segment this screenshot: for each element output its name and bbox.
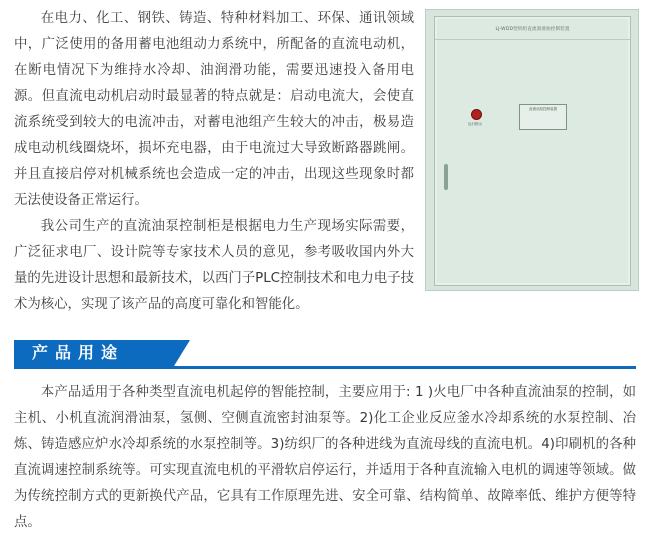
usage-text: 本产品适用于各种类型直流电机起停的智能控制，主要应用于: 1 )火电厂中各种直流油泵的控制，如主机、小机直流润滑油泵，氢侧、空侧直流密封油泵等。2)化工企业反应釜水冷却系统的水泵控制、冶炼、铸造感应炉水冷却系统的水泵控制等。3)纺织厂的各种进线为直流母线的直流电机。4)印刷机的各种直流调速控制系统等。可实现直流电机的平滑软启停运行，并适用于各种直流输入电机的调速等领域。做为传统控制方式的更新换代产品，它具有工作原理先进、安全可靠、结构简单、故障率低、维护方便等特点。	[14, 385, 636, 530]
intro-paragraph: 在电力、化工、钢铁、铸造、特种材料加工、环保、通讯领域中，广泛使用的备用蓄电池组动力系统中，所配备的直流电动机，在断电情况下为维持水冷却、油润滑功能，需要迅速投入备用电源。但直流电动机启动时最显著的特点就是：启动电流大，会使直流系统受到较大的电流冲击，对蓄电池组产生较大的冲击，极易造成电动机线圈烧坏，损坏充电器，由于电流过大导致断路器跳闸。并且直接启停对机械系统也会造成一定的冲击，出现这些现象时都无法使设备正常运行。	[14, 11, 414, 208]
cabinet-label: LJ-WDD型机组直流润滑油控制装置	[495, 27, 570, 32]
door-handle-icon	[444, 164, 448, 190]
control-display	[519, 104, 567, 130]
cabinet-door	[435, 39, 630, 285]
control-cabinet	[434, 16, 631, 286]
display-label: 直流油泵控制装置	[529, 107, 557, 111]
product-image	[425, 9, 639, 291]
section-divider	[14, 366, 636, 369]
indicator-lamp-icon	[471, 109, 482, 120]
section-title: 产品用途	[14, 340, 174, 366]
intro-text	[14, 6, 414, 318]
intro-paragraph: 我公司生产的直流油泵控制柜是根据电力生产现场实际需要，广泛征求电厂、设计院等专家技术人员的意见，参考吸收国内外大量的先进设计思想和最新技术，以西门子PLC控制技术和电力电子技术为核心，实现了该产品的高度可靠化和智能化。	[14, 219, 414, 312]
indicator-label: 运行指示	[468, 122, 482, 126]
